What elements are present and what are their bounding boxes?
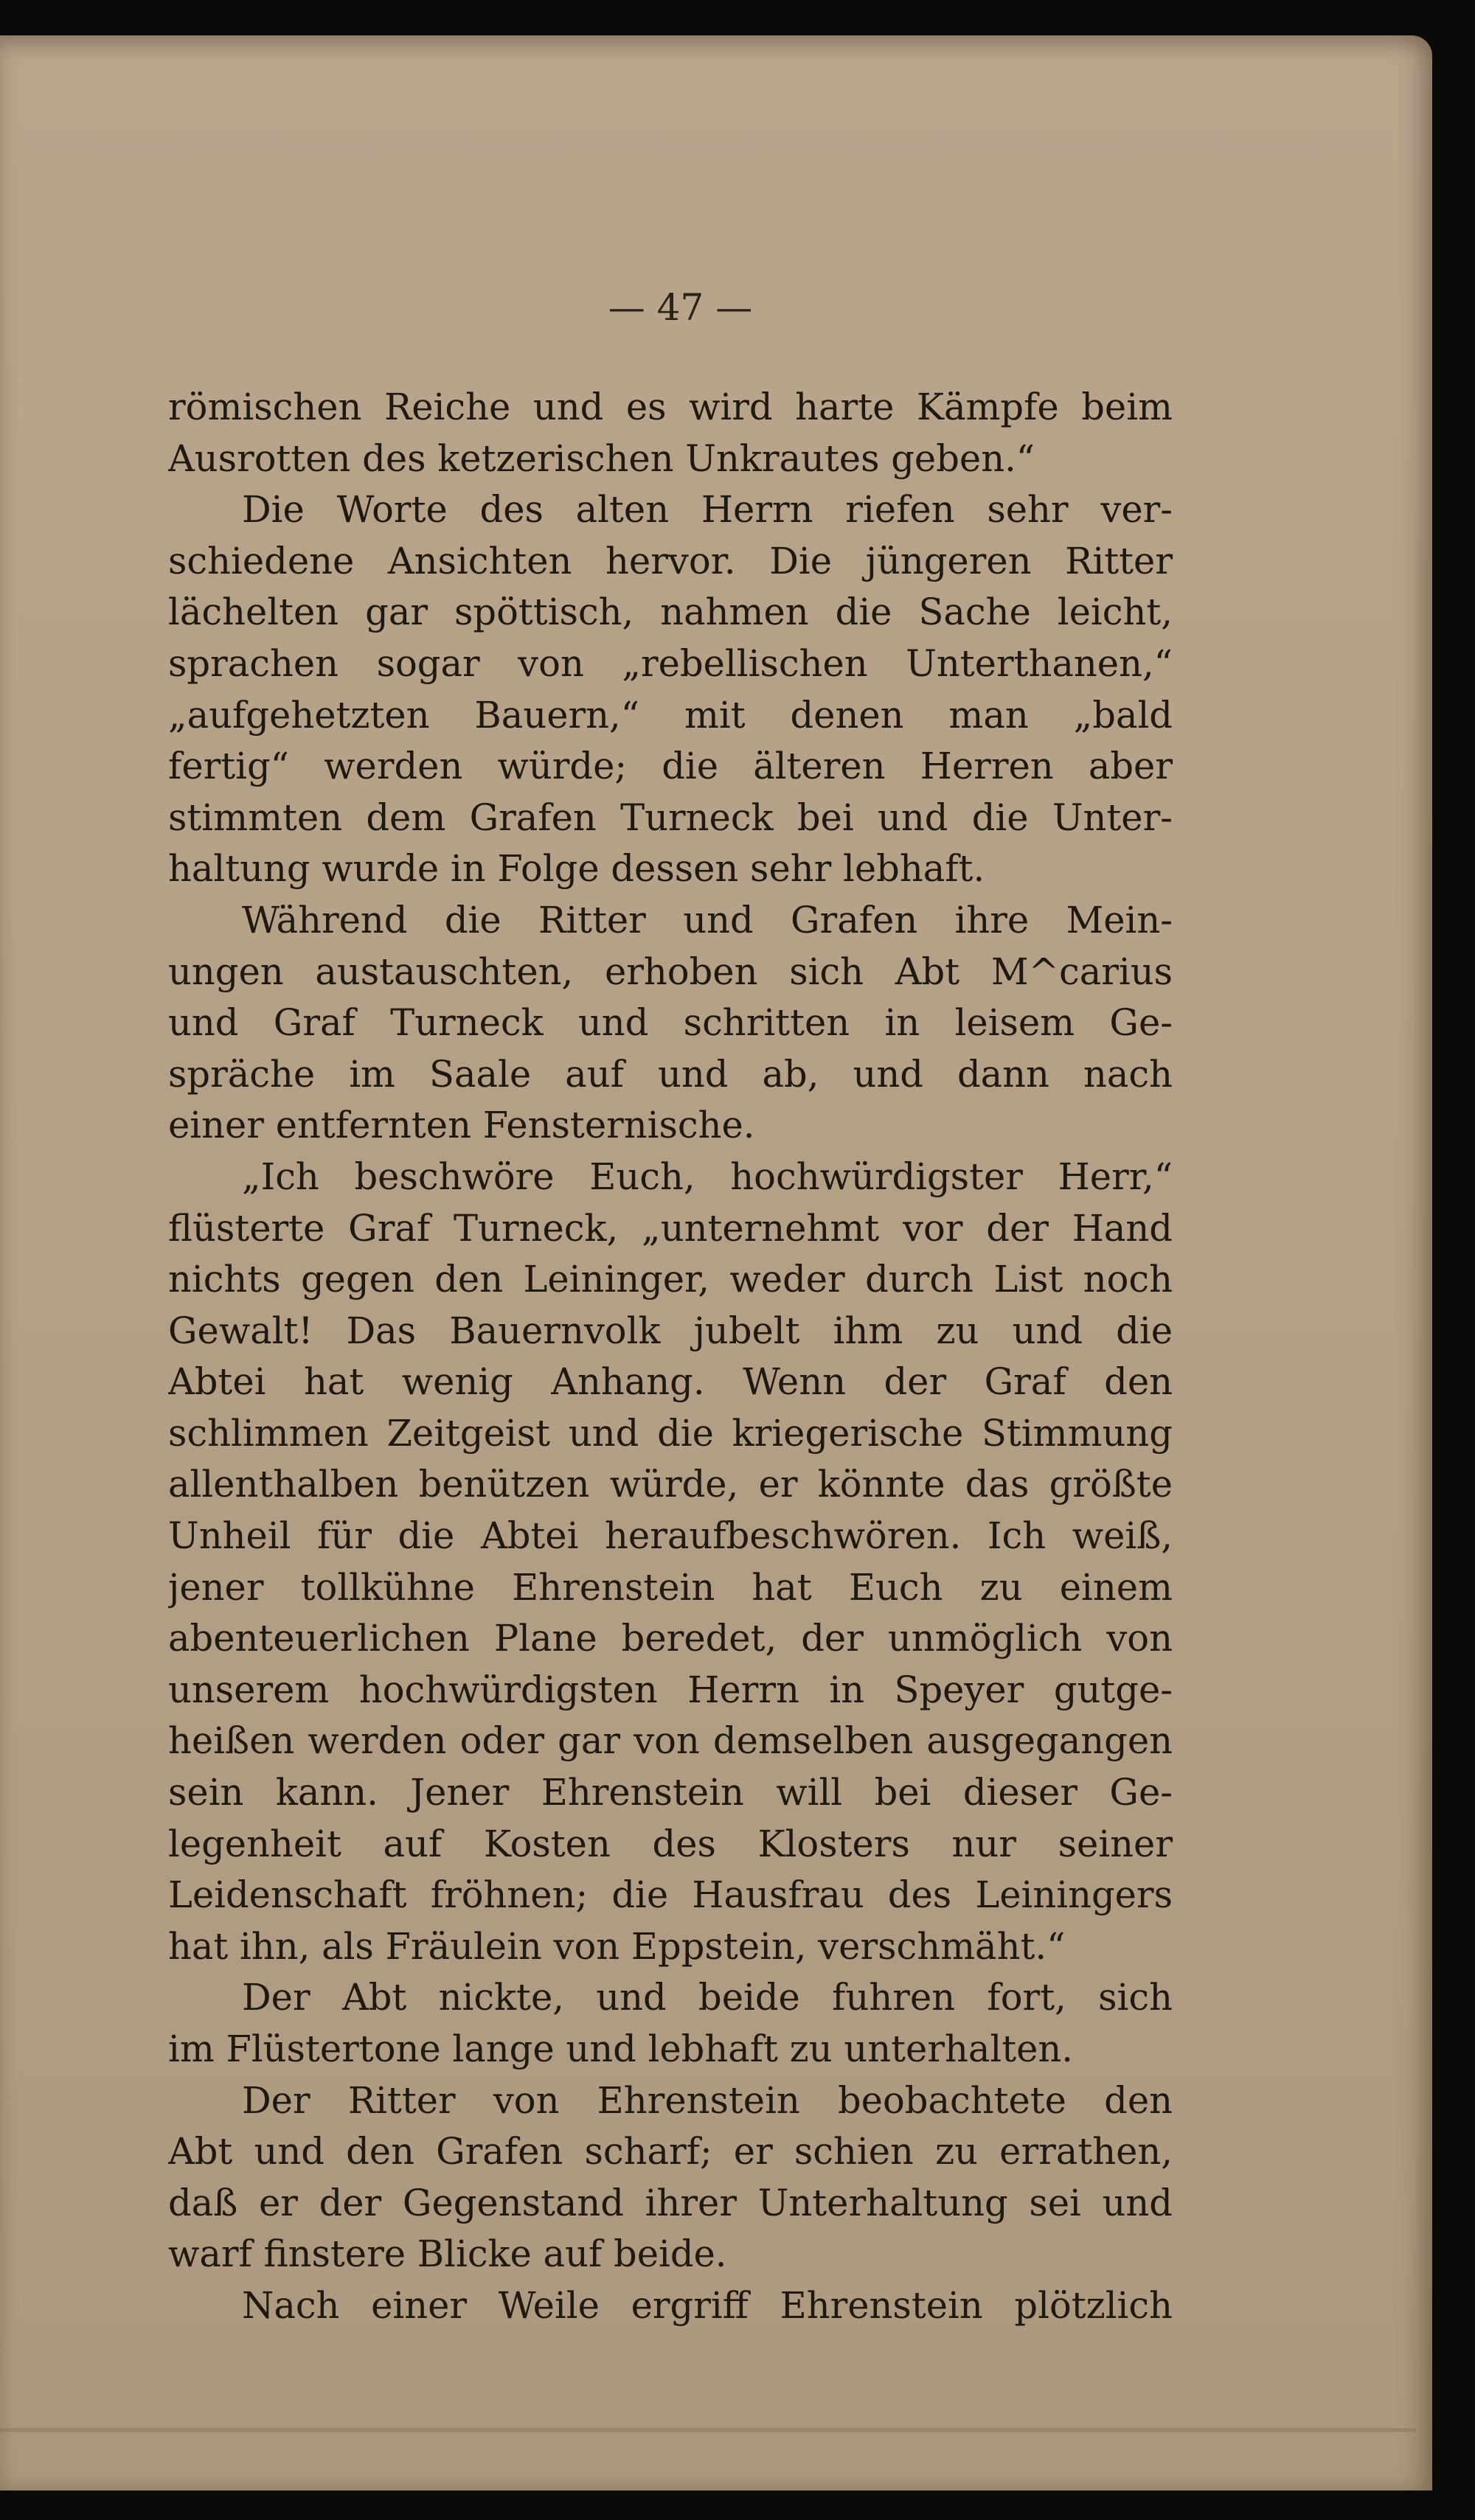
text-line: allenthalben benützen würde, er könnte das größte xyxy=(168,1463,1173,1506)
text-line: im Flüstertone lange und lebhaft zu unterhalten. xyxy=(168,2028,1074,2070)
text-line: Leidenschaft fröhnen; die Hausfrau des Leiningers xyxy=(168,1873,1173,1917)
text-line: „Ich beschwöre Euch, hochwürdigster Herr,“ xyxy=(242,1155,1173,1198)
text-line: „aufgehetzten Bauern,“ mit denen man „bald xyxy=(168,693,1173,737)
text-line: einer entfernten Fensternische. xyxy=(168,1104,755,1147)
text-line: jener tollkühne Ehrenstein hat Euch zu einem xyxy=(168,1565,1173,1609)
text-line: Abt und den Grafen scharf; er schien zu errathen, xyxy=(168,2130,1173,2173)
text-line: Der Ritter von Ehrenstein beobachtete den xyxy=(242,2078,1173,2122)
text-line: sprachen sogar von „rebellischen Unterthanen,“ xyxy=(168,641,1173,685)
text-line: römischen Reiche und es wird harte Kämpfe beim xyxy=(168,386,1173,428)
text-line: haltung wurde in Folge dessen sehr lebhaft. xyxy=(168,847,985,891)
text-line: spräche im Saale auf und ab, und dann nach xyxy=(168,1052,1173,1096)
text-line: Nach einer Weile ergriff Ehrenstein plötzlich xyxy=(242,2283,1173,2327)
body-text xyxy=(168,382,1173,2332)
text-line: unserem hochwürdigsten Herrn in Speyer gutge- xyxy=(168,1668,1173,1711)
text-line: sein kann. Jener Ehrenstein will bei dieser Ge- xyxy=(168,1771,1173,1814)
page-sheet xyxy=(0,35,1432,2491)
page-edge-line xyxy=(0,2428,1416,2432)
text-line: lächelten gar spöttisch, nahmen die Sache leicht, xyxy=(168,591,1173,634)
text-line: ungen austauschten, erhoben sich Abt M^carius xyxy=(168,950,1173,993)
text-line: daß er der Gegenstand ihrer Unterhaltung sei und xyxy=(168,2181,1173,2224)
text-line: flüsterte Graf Turneck, „unternehmt vor der Hand xyxy=(168,1206,1173,1250)
text-line: nichts gegen den Leininger, weder durch List noch xyxy=(168,1258,1173,1301)
page-number: — 47 — xyxy=(608,286,753,329)
text-line: schlimmen Zeitgeist und die kriegerische Stimmung xyxy=(168,1411,1173,1455)
text-line: hat ihn, als Fräulein von Eppstein, verschmäht.“ xyxy=(168,1924,1066,1968)
text-line: heißen werden oder gar von demselben ausgegangen xyxy=(168,1719,1173,1763)
text-line: stimmten dem Grafen Turneck bei und die Unter- xyxy=(168,796,1173,839)
text-line: schiedene Ansichten hervor. Die jüngeren Ritter xyxy=(168,539,1173,582)
text-line: Die Worte des alten Herrn riefen sehr ver- xyxy=(242,488,1173,532)
text-line: Der Abt nickte, und beide fuhren fort, sich xyxy=(242,1976,1173,2019)
text-line: Abtei hat wenig Anhang. Wenn der Graf den xyxy=(168,1360,1173,1404)
text-line: legenheit auf Kosten des Klosters nur seiner xyxy=(168,1822,1173,1865)
text-line: abenteuerlichen Plane beredet, der unmöglich von xyxy=(168,1617,1173,1660)
text-line: fertig“ werden würde; die älteren Herren aber xyxy=(168,745,1173,788)
text-line: Unheil für die Abtei heraufbeschwören. Ich weiß, xyxy=(168,1514,1173,1558)
text-line: warf finstere Blicke auf beide. xyxy=(168,2232,727,2276)
text-line: Gewalt! Das Bauernvolk jubelt ihm zu und die xyxy=(168,1309,1173,1352)
text-line: Während die Ritter und Grafen ihre Mein- xyxy=(242,898,1173,941)
text-line: und Graf Turneck und schritten in leisem Ge- xyxy=(168,1001,1173,1045)
text-line: Ausrotten des ketzerischen Unkrautes geben.“ xyxy=(168,436,1035,480)
